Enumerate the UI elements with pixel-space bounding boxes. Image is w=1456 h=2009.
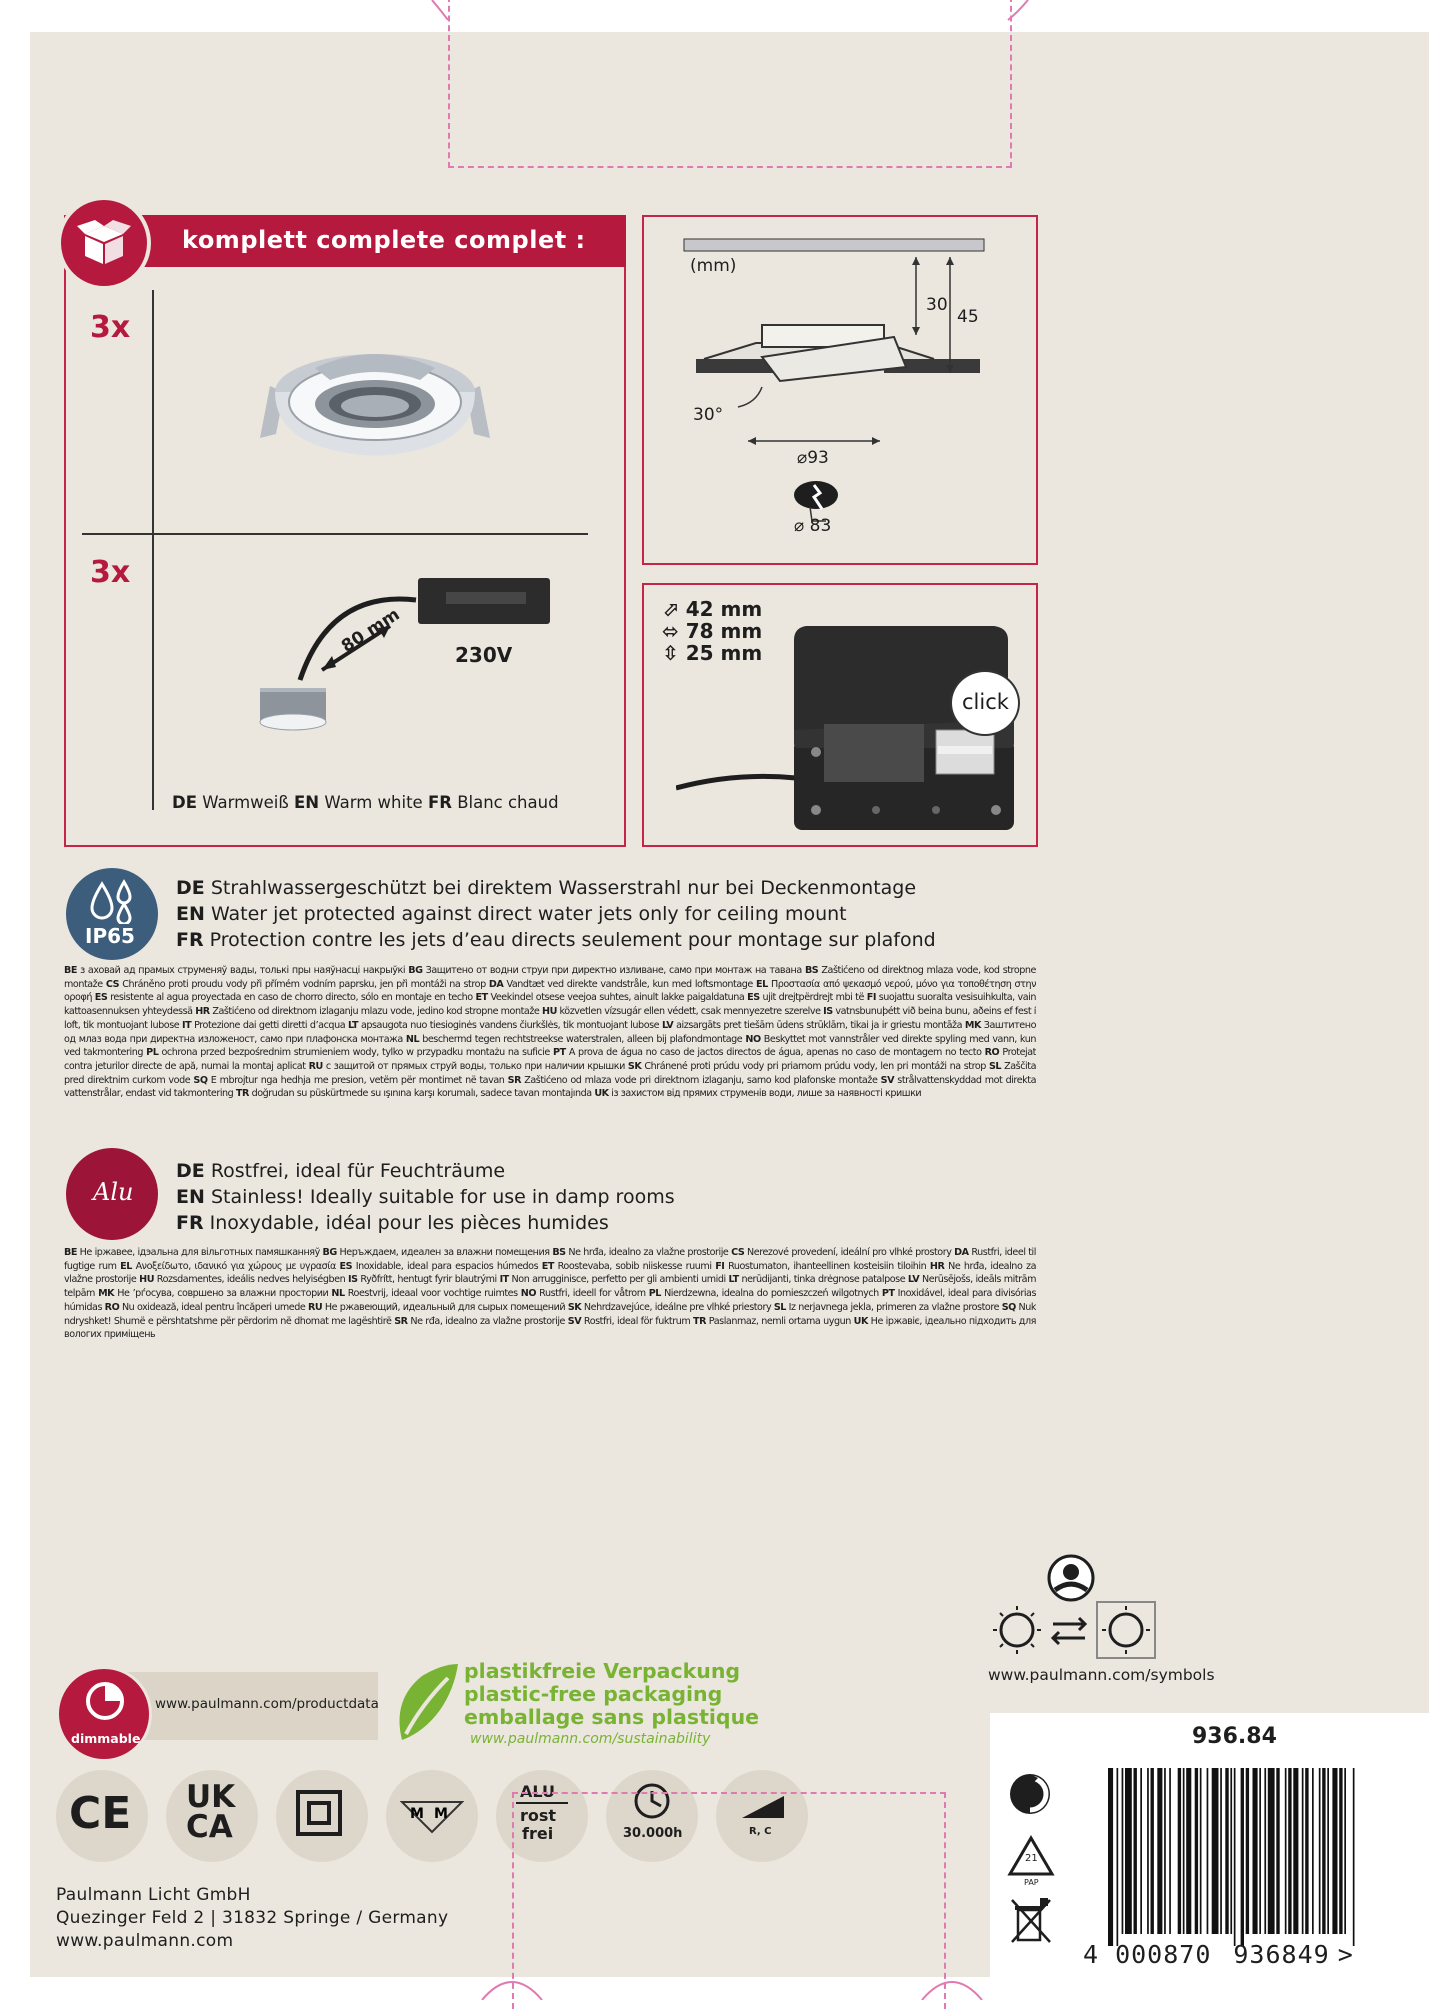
plastic-free-fr: emballage sans plastique [464, 1705, 760, 1729]
cable-length-label: 80 mm [338, 604, 404, 657]
sustainability-url: www.paulmann.com/sustainability [470, 1731, 711, 1747]
bottom-flap-curves [480, 1970, 1000, 2000]
water-drops-icon [86, 878, 138, 924]
plastic-free-en: plastic-free packaging [464, 1682, 723, 1706]
productdata-bar [120, 1672, 378, 1740]
alu-text [176, 1158, 675, 1236]
dim-height-inner: 30 [926, 295, 948, 315]
ip-line-fr: FR Protection contre les jets d’eau directs seulement pour montage sur plafond [176, 929, 936, 951]
lifetime-mark: 30.000h [606, 1770, 698, 1862]
item2-qty: 3x [90, 555, 131, 590]
leaf-recycle-icon [392, 1660, 462, 1746]
replaceable-light-source-symbol [985, 1550, 1165, 1660]
top-flap-curves [420, 0, 1040, 30]
mm-mark [386, 1770, 478, 1862]
dimmable-badge [56, 1666, 152, 1762]
company-block [56, 1884, 448, 1953]
energy-rc-mark: R, C [716, 1770, 808, 1862]
ukca-mark: UK CA [166, 1770, 258, 1862]
click-bubble [950, 670, 1020, 736]
recycle-code: 21 [1025, 1853, 1038, 1864]
protection-class-ii-mark [276, 1770, 368, 1862]
ip-line-en: EN Water jet protected against direct water jets only for ceiling mount [176, 903, 847, 925]
barcode-bars [1106, 1768, 1416, 1948]
dimmable-icon [81, 1677, 129, 1725]
downlight-image [260, 330, 490, 470]
plastic-free-text [464, 1660, 759, 1729]
dim-unit: (mm) [690, 256, 737, 276]
plastic-free-de: plastikfreie Verpackung [464, 1659, 741, 1683]
alu-rostfrei-mark: ALU rost frei [496, 1770, 588, 1862]
width-icon: ⬄ [662, 619, 679, 643]
color-temp-text: DE Warmweiß EN Warm white FR Blanc chaud [172, 793, 559, 812]
svg-text:M: M [434, 1806, 448, 1822]
height-icon: ⇳ [662, 641, 679, 665]
included-header: komplett complete complet : [182, 226, 586, 254]
company-web: www.paulmann.com [56, 1931, 234, 1951]
led-module-image [250, 570, 570, 740]
alu-line-de: DE Rostfrei, ideal für Feuchträume [176, 1160, 506, 1182]
green-dot-icon [1008, 1772, 1052, 1816]
symbols-url: www.paulmann.com/symbols [988, 1666, 1215, 1684]
alu-translations: BE Не іржавее, ідэальна для вільготных памяшканняў BG Неръждаем, идеален за влажни помещения BS Ne hrđa, idealno za vlažne prostorije CS Nerezové provedení, ideální pro vlhké prostory DA Rustfri, ideel til fugtige rum EL Ανοξείδωτο, ιδανικό για χώρους με υγρασία ES Inoxidable, ideal para espacios húmedos ET Roostevaba, sobib niiskesse ruumi FI Ruostumaton, ihanteellinen kosteisiin tiloihin HR Ne hrđa, idealno za vlažne prostorije HU Rozsdamentes, ideális nedves helyiségben IS Ryðfrítt, hentugt fyrir blautrými IT Non arrugginisce, perfetto per gli ambienti umidi LT nerūdijanti, tinka drėgnose patalpose LV Nerūsējošs, ideāls mitrām telpām MK Не ’рѓосува, совршено за влажни простории NL Roestvrij, ideaal voor vochtige ruimtes NO Rustfri, ideell for våtrom PL Nierdzewna, idealna do pomieszczeń wilgotnych PT Inoxidável, ideal para divisórias húmidas RO Nu oxidează, ideal pentru încăperi umede RU Не ржавеющий, идеальный для сырых помещений SK Nehrdzavejúce, ideálne pre vlhké priestory SL Iz nerjavnega jekla, primeren za vlažne prostore SQ Nuk ndryshket! Shumë e përshtatshme për përdorim në dhomat me lagështirë SR Ne rđa, idealno za vlažne prostorije SV Rostfri, ideal för fuktrum TR Paslanmaz, nemli ortama uygun UK Не іржавіє, ідеально підходить для вологих приміщень [64, 1247, 1036, 1341]
length-icon: ⬀ [662, 597, 679, 621]
ip65-badge [66, 868, 158, 960]
dim-tilt: 30° [693, 405, 724, 425]
productdata-url: www.paulmann.com/productdata [155, 1696, 379, 1712]
included-divider-v [152, 290, 154, 810]
company-name: Paulmann Licht GmbH [56, 1885, 251, 1905]
driver-dimensions: ⬀ 42 mm ⬄ 78 mm ⇳ 25 mm [662, 597, 763, 665]
voltage-label: 230V [455, 643, 513, 667]
barcode-digits: 4 000870 936849 > [1083, 1940, 1354, 1969]
box-icon [61, 200, 147, 286]
ip65-text [176, 875, 936, 953]
mm-icon [400, 1796, 464, 1836]
ip65-translations: BE з аховай ад прамых струменяў вады, толькі пры наяўнасці накрыўкі BG Защитено от водни струи при директно изливане, само при монтаж на тавана BS Zaštićeno od direktnog mlaza vode, kod stropne montaže CS Chráněno proti proudu vody při přímém vodním paprsku, jen při montáži na strop DA Vandtæt ved direkte vandstråle, kun med loftsmontage EL Προστασία από ψεκασμό νερού, μόνο για τοποθέτηση στην οροφή ES resistente al agua proyectada en caso de chorro directo, sólo en montaje en techo ET Veekindel otsese veejoa suhtes, ainult lakke paigaldatuna ES ujit drejtpërdrejt mbi të FI suojattu suoralta vesisuihkulta, vain kattoasennuksen yhteydessä HR Zaštićeno od direktnom izlaganju mlazu vode, jedino kod stropne montaže HU közvetlen vízsugár ellen védett, csak mennyezetre szerelve IS vatnsbunuþétt við beina bunu, aðeins ef fest í loft, tik montuojant lubose IT Protezione dai getti diretti d’acqua LT apsaugota nuo tiesioginės vandens čiurkšlės, tik montuojant lubose LV aizsargāts pret tiešām ūdens strūklām, tikai ja ir griestu montāža MK Заштитено од млаз вода при директна изложеност, само при плафонска монтажа NL beschermd tegen rechtstreekse waterstralen, alleen bij plafondmontage NO Beskyttet mot vannstråler ved direkte spyling med vann, kun ved takmontering PL ochrona przed bezpośrednim strumieniem wody, tylko w przypadku montażu na suficie PT A prova de água no caso de jactos directos de água, apenas no caso de montagem no tecto RO Protejat contra jeturilor directe de apă, numai la montaj aplicat RU с защитой от прямых струй воды, только при наличии крышки SK Chránené proti prúdu vody pri priamom prúdu vody, len pri montáži na strop SL Zaščita pred direktnim curkom vode SQ E mbrojtur nga hedhja me presion, vetëm për montimet në tavan SR Zaštićeno od mlaza vode pri direktnom izlaganju, samo kod plafonske montaže SV strålvattenskyddad mot direkta vattenstrålar, endast vid takmontering TR doğrudan su püskürtmede su ışınına karşı korumalı, sadece tavan montajında UK із захистом від прямих струменів води, лише за наявності кришки [64, 965, 1036, 1100]
company-address: Quezinger Feld 2 | 31832 Springe / Germany [56, 1908, 449, 1928]
included-divider-h [82, 533, 588, 535]
dim-height-total: 45 [957, 307, 979, 327]
box-icon-circle [57, 196, 151, 290]
article-number: 936.84 [1192, 1724, 1277, 1749]
ip65-label: IP65 [85, 924, 135, 948]
weee-bin-icon [1010, 1896, 1054, 1946]
alu-line-fr: FR Inoxydable, idéal pour les pièces humides [176, 1212, 609, 1234]
recycle-material: PAP [1024, 1878, 1039, 1887]
dimmable-label: dimmable [71, 1731, 141, 1746]
alu-line-en: EN Stainless! Ideally suitable for use in damp rooms [176, 1186, 675, 1208]
svg-text:M: M [410, 1806, 424, 1822]
dim-cutout: ⌀ 83 [794, 516, 832, 536]
alu-badge-label: Alu [93, 1178, 134, 1206]
item1-qty: 3x [90, 310, 131, 345]
ce-mark: CE [56, 1770, 148, 1862]
included-panel [64, 215, 626, 847]
alu-badge [66, 1148, 158, 1240]
ip-line-de: DE Strahlwassergeschützt bei direktem Wasserstrahl nur bei Deckenmontage [176, 877, 917, 899]
dim-diameter: ⌀93 [797, 448, 829, 468]
included-header-bar [118, 215, 626, 267]
click-label: click [962, 690, 1009, 714]
